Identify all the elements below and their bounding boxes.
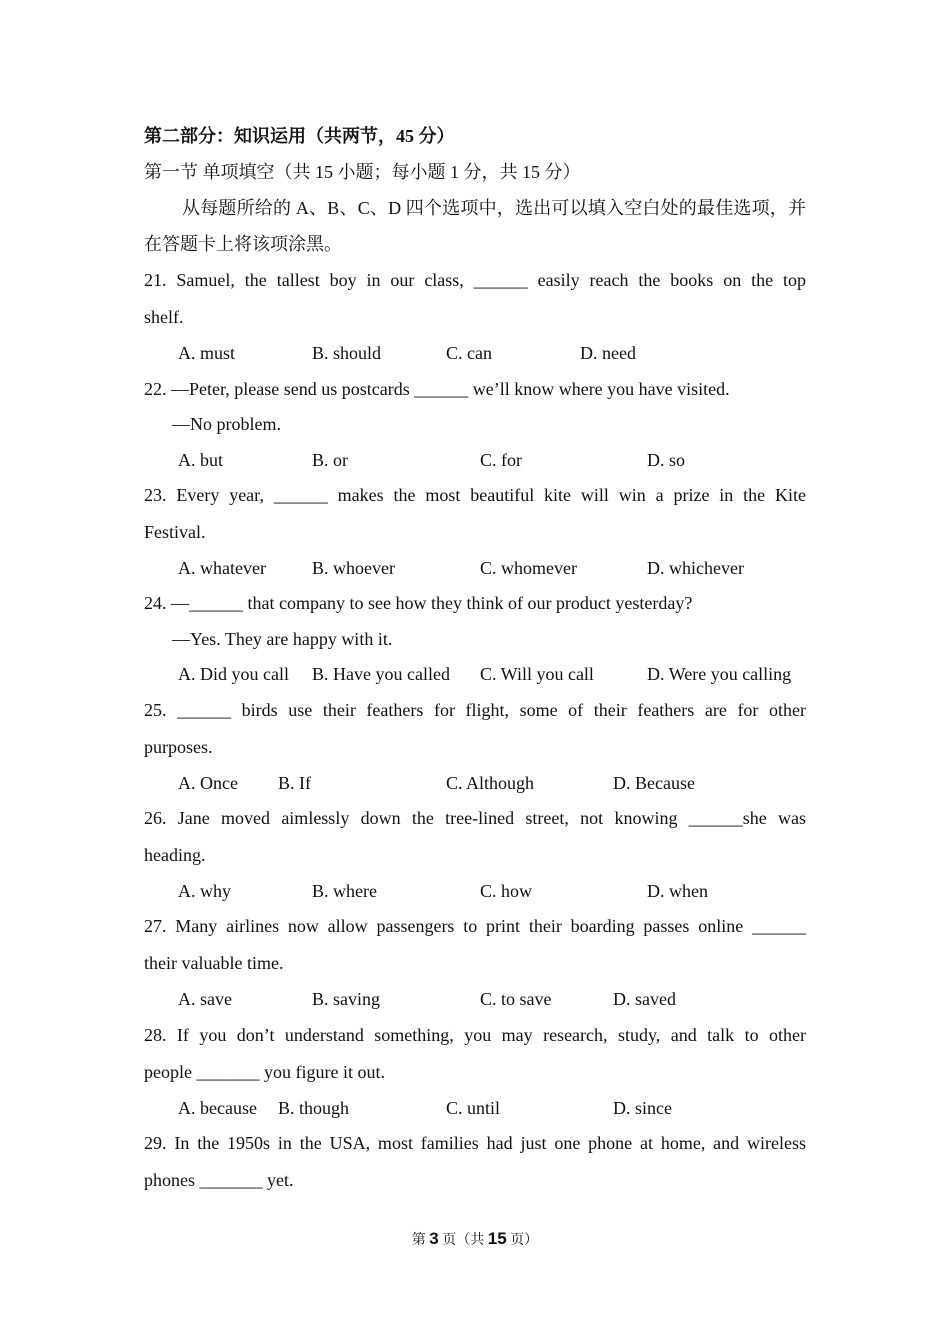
question-22-option-a: A. but (178, 450, 223, 470)
question-22-option-b: B. or (312, 450, 348, 470)
question-25-stem-cont: purposes. (144, 737, 213, 757)
question-28-option-b: B. though (278, 1098, 350, 1118)
instruction-line-1: 从每题所给的 A、B、C、D 四个选项中，选出可以填入空白处的最佳选项，并 (182, 198, 806, 218)
question-22-stem: 22. —Peter, please send us postcards ______ we’ll know where you have visited. (144, 379, 730, 399)
footer-prefix: 第 (411, 1233, 426, 1248)
question-21-option-c: C. can (446, 343, 492, 363)
question-21-option-b: B. should (312, 343, 382, 363)
question-23-option-b: B. whoever (312, 558, 395, 578)
question-25-option-b: B. If (278, 773, 311, 793)
question-26-option-c: C. how (480, 881, 533, 901)
question-24-option-c: C. Will you call (480, 664, 594, 684)
question-23-stem-cont: Festival. (144, 522, 206, 542)
question-28-option-c: C. until (446, 1098, 501, 1118)
question-23-option-c: C. whomever (480, 558, 577, 578)
question-25-option-c: C. Although (446, 773, 535, 793)
question-22-option-d: D. so (647, 450, 686, 470)
question-24-option-a: A. Did you call (178, 664, 289, 684)
question-28-option-d: D. since (613, 1098, 672, 1118)
footer-page-number: 3 (429, 1229, 439, 1248)
question-26-option-b: B. where (312, 881, 377, 901)
question-27-option-b: B. saving (312, 989, 381, 1009)
question-27-option-a: A. save (178, 989, 232, 1009)
question-26-option-a: A. why (178, 881, 231, 901)
question-22-reply: —No problem. (172, 414, 281, 434)
question-27-stem: 27. Many airlines now allow passengers to print their boarding passes online ______ (144, 916, 806, 936)
question-26-stem-cont: heading. (144, 845, 206, 865)
question-23-stem: 23. Every year, ______ makes the most beautiful kite will win a prize in the Kite (144, 485, 806, 505)
footer-middle: 页（共 (442, 1233, 485, 1248)
question-24-option-d: D. Were you calling (647, 664, 792, 684)
question-27-option-d: D. saved (613, 989, 676, 1009)
question-24-stem: 24. —______ that company to see how they think of our product yesterday? (144, 593, 693, 613)
question-26-stem: 26. Jane moved aimlessly down the tree-lined street, not knowing ______she was (144, 808, 806, 828)
question-22-option-c: C. for (480, 450, 522, 470)
question-28-stem-cont: people _______ you figure it out. (144, 1062, 385, 1082)
question-25-option-a: A. Once (178, 773, 238, 793)
question-28-option-a: A. because (178, 1098, 257, 1118)
question-21-option-a: A. must (178, 343, 236, 363)
section-title: 第二部分：知识运用（共两节，45 分） (144, 126, 455, 146)
question-21-stem-cont: shelf. (144, 307, 184, 327)
instruction-line-2: 在答题卡上将该项涂黑。 (144, 234, 342, 254)
question-23-option-a: A. whatever (178, 558, 266, 578)
question-25-option-d: D. Because (613, 773, 695, 793)
question-25-stem: 25. ______ birds use their feathers for flight, some of their feathers are for other (144, 700, 806, 720)
question-28-stem: 28. If you don’t understand something, you may research, study, and talk to other (144, 1025, 806, 1045)
question-23-option-d: D. whichever (647, 558, 744, 578)
question-24-reply: —Yes. They are happy with it. (172, 629, 393, 649)
question-21-stem: 21. Samuel, the tallest boy in our class, ______ easily reach the books on the top (144, 270, 806, 290)
question-24-option-b: B. Have you called (312, 664, 450, 684)
question-21-option-d: D. need (580, 343, 636, 363)
question-27-option-c: C. to save (480, 989, 552, 1009)
page-footer (0, 1228, 950, 1252)
section-subtitle: 第一节 单项填空（共 15 小题；每小题 1 分，共 15 分） (144, 162, 581, 182)
question-27-stem-cont: their valuable time. (144, 953, 284, 973)
footer-total-pages: 15 (487, 1229, 507, 1248)
question-29-stem-cont: phones _______ yet. (144, 1170, 294, 1190)
question-26-option-d: D. when (647, 881, 708, 901)
footer-suffix: 页） (510, 1233, 539, 1248)
question-29-stem: 29. In the 1950s in the USA, most families had just one phone at home, and wireless (144, 1133, 806, 1153)
